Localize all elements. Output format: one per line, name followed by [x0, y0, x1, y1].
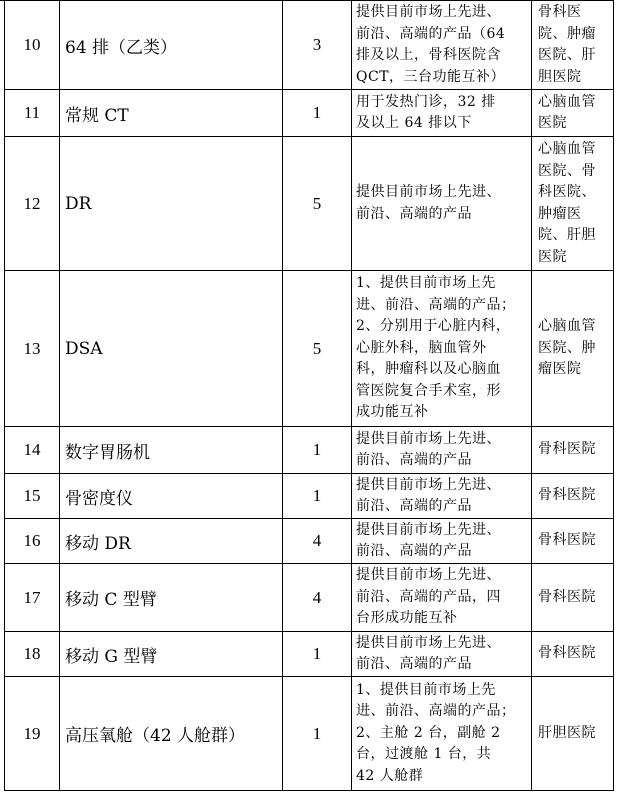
hospital-line: 医院 — [538, 248, 567, 265]
hospital-line: 骨科医 — [538, 4, 582, 20]
row-number: 16 — [5, 519, 60, 564]
table-row — [5, 427, 614, 474]
table-row — [5, 632, 614, 677]
hospital-line: 院、肝胆 — [538, 227, 596, 243]
requirement-text — [352, 1, 532, 90]
hospital-line: 医院、骨 — [538, 162, 596, 179]
quantity: 5 — [283, 137, 352, 271]
hospital-text — [532, 1, 614, 90]
table-row — [5, 474, 614, 519]
table-row — [5, 677, 614, 791]
requirement-line: 前沿、高端的产品，四 — [356, 588, 501, 605]
table-row — [5, 564, 614, 632]
requirement-line: 台，过渡舱 1 台，共 — [356, 746, 492, 763]
table-row — [5, 90, 614, 137]
requirement-line: 进、前沿、高端的产品； — [356, 703, 516, 720]
quantity: 1 — [283, 677, 352, 791]
table-body — [5, 1, 614, 791]
hospital-line: 肝胆医院 — [538, 724, 596, 741]
requirement-line: 前沿、高端的产品 — [356, 205, 472, 222]
table-row — [5, 137, 614, 271]
quantity: 1 — [283, 90, 352, 137]
hospital-line: 胆医院 — [538, 68, 582, 85]
equipment-name: DR — [60, 137, 283, 271]
equipment-name: DSA — [60, 271, 283, 427]
equipment-name: 常规 CT — [60, 90, 283, 137]
requirement-line: 心脏外科，脑血管外 — [356, 339, 487, 356]
requirement-line: 42 人舱群 — [356, 767, 424, 784]
table-row — [5, 1, 614, 90]
hospital-line: 心脑血管 — [538, 318, 596, 335]
hospital-line: 骨科医院 — [538, 532, 596, 549]
equipment-name: 骨密度仪 — [60, 474, 283, 519]
equipment-name: 64 排（乙类） — [60, 1, 283, 90]
requirement-line: 前沿、高端的产品 — [356, 452, 472, 468]
requirement-line: 2、主舱 2 台，副舱 2 — [356, 724, 501, 741]
requirement-line: 科，肿瘤科以及心脑血 — [356, 361, 501, 378]
hospital-line: 医院、肿 — [538, 339, 596, 356]
quantity: 1 — [283, 632, 352, 677]
requirement-line: 管医院复合手术室，形 — [356, 382, 501, 399]
quantity: 4 — [283, 564, 352, 632]
row-number: 11 — [5, 90, 60, 137]
hospital-line: 骨科医院 — [538, 645, 596, 662]
requirement-text — [352, 137, 532, 271]
requirement-line: QCT，三台功能互补） — [356, 68, 506, 85]
equipment-name: 数字胃肠机 — [60, 427, 283, 474]
hospital-line: 瘤医院 — [538, 361, 582, 378]
hospital-text — [532, 271, 614, 427]
hospital-line: 骨科医院 — [538, 441, 596, 458]
requirement-text — [352, 474, 532, 519]
requirement-line: 进、前沿、高端的产品； — [356, 296, 516, 313]
requirement-line: 台形成功能互补 — [356, 610, 458, 627]
quantity: 3 — [283, 1, 352, 90]
hospital-line: 骨科医院 — [538, 588, 596, 605]
requirement-line: 提供目前市场上先进、 — [356, 4, 501, 20]
row-number: 15 — [5, 474, 60, 519]
hospital-text — [532, 564, 614, 632]
equipment-table — [4, 0, 614, 791]
requirement-line: 排及以上，骨科医院含 — [356, 47, 501, 63]
requirement-line: 前沿、高端的产品 — [356, 656, 472, 672]
requirement-text — [352, 427, 532, 474]
quantity: 4 — [283, 519, 352, 564]
hospital-line: 骨科医院 — [538, 487, 596, 504]
hospital-text — [532, 427, 614, 474]
requirement-text — [352, 564, 532, 632]
hospital-line: 心脑血管 — [538, 93, 596, 110]
hospital-line: 院、肿瘤 — [538, 25, 596, 42]
requirement-line: 2、分别用于心脏内科， — [356, 318, 511, 335]
requirement-line: 前沿、高端的产品 — [356, 498, 472, 514]
quantity: 5 — [283, 271, 352, 427]
requirement-line: 提供目前市场上先进、 — [356, 476, 501, 493]
requirement-text — [352, 90, 532, 137]
hospital-line: 医院、肝 — [538, 47, 596, 63]
hospital-text — [532, 137, 614, 271]
hospital-line: 心脑血管 — [538, 141, 596, 157]
equipment-name: 移动 DR — [60, 519, 283, 564]
hospital-line: 科医院、 — [538, 184, 596, 200]
hospital-line: 肿瘤医 — [538, 205, 582, 222]
row-number: 19 — [5, 677, 60, 791]
requirement-line: 用于发热门诊，32 排 — [356, 93, 496, 110]
requirement-line: 提供目前市场上先进、 — [356, 521, 501, 538]
row-number: 17 — [5, 564, 60, 632]
hospital-text — [532, 632, 614, 677]
table-row — [5, 519, 614, 564]
requirement-line: 前沿、高端的产品（64 — [356, 25, 506, 42]
hospital-text — [532, 519, 614, 564]
requirement-line: 1、提供目前市场上先 — [356, 275, 496, 292]
quantity: 1 — [283, 427, 352, 474]
table-row — [5, 271, 614, 427]
row-number: 12 — [5, 137, 60, 271]
requirement-line: 提供目前市场上先进、 — [356, 567, 501, 584]
requirement-line: 成功能互补 — [356, 404, 429, 421]
requirement-line: 提供目前市场上先进、 — [356, 184, 501, 200]
requirement-text — [352, 632, 532, 677]
requirement-line: 提供目前市场上先进、 — [356, 430, 501, 447]
requirement-line: 提供目前市场上先进、 — [356, 634, 501, 651]
equipment-name: 移动 C 型臂 — [60, 564, 283, 632]
row-number: 14 — [5, 427, 60, 474]
requirement-text — [352, 519, 532, 564]
hospital-text — [532, 474, 614, 519]
requirement-line: 前沿、高端的产品 — [356, 543, 472, 559]
row-number: 10 — [5, 1, 60, 90]
requirement-text — [352, 271, 532, 427]
quantity: 1 — [283, 474, 352, 519]
hospital-text — [532, 90, 614, 137]
requirement-line: 及以上 64 排以下 — [356, 115, 472, 131]
requirement-text — [352, 677, 532, 791]
hospital-text — [532, 677, 614, 791]
equipment-name: 移动 G 型臂 — [60, 632, 283, 677]
equipment-name: 高压氧舱（42 人舱群） — [60, 677, 283, 791]
requirement-line: 1、提供目前市场上先 — [356, 681, 496, 698]
row-number: 18 — [5, 632, 60, 677]
hospital-line: 医院 — [538, 115, 567, 131]
row-number: 13 — [5, 271, 60, 427]
